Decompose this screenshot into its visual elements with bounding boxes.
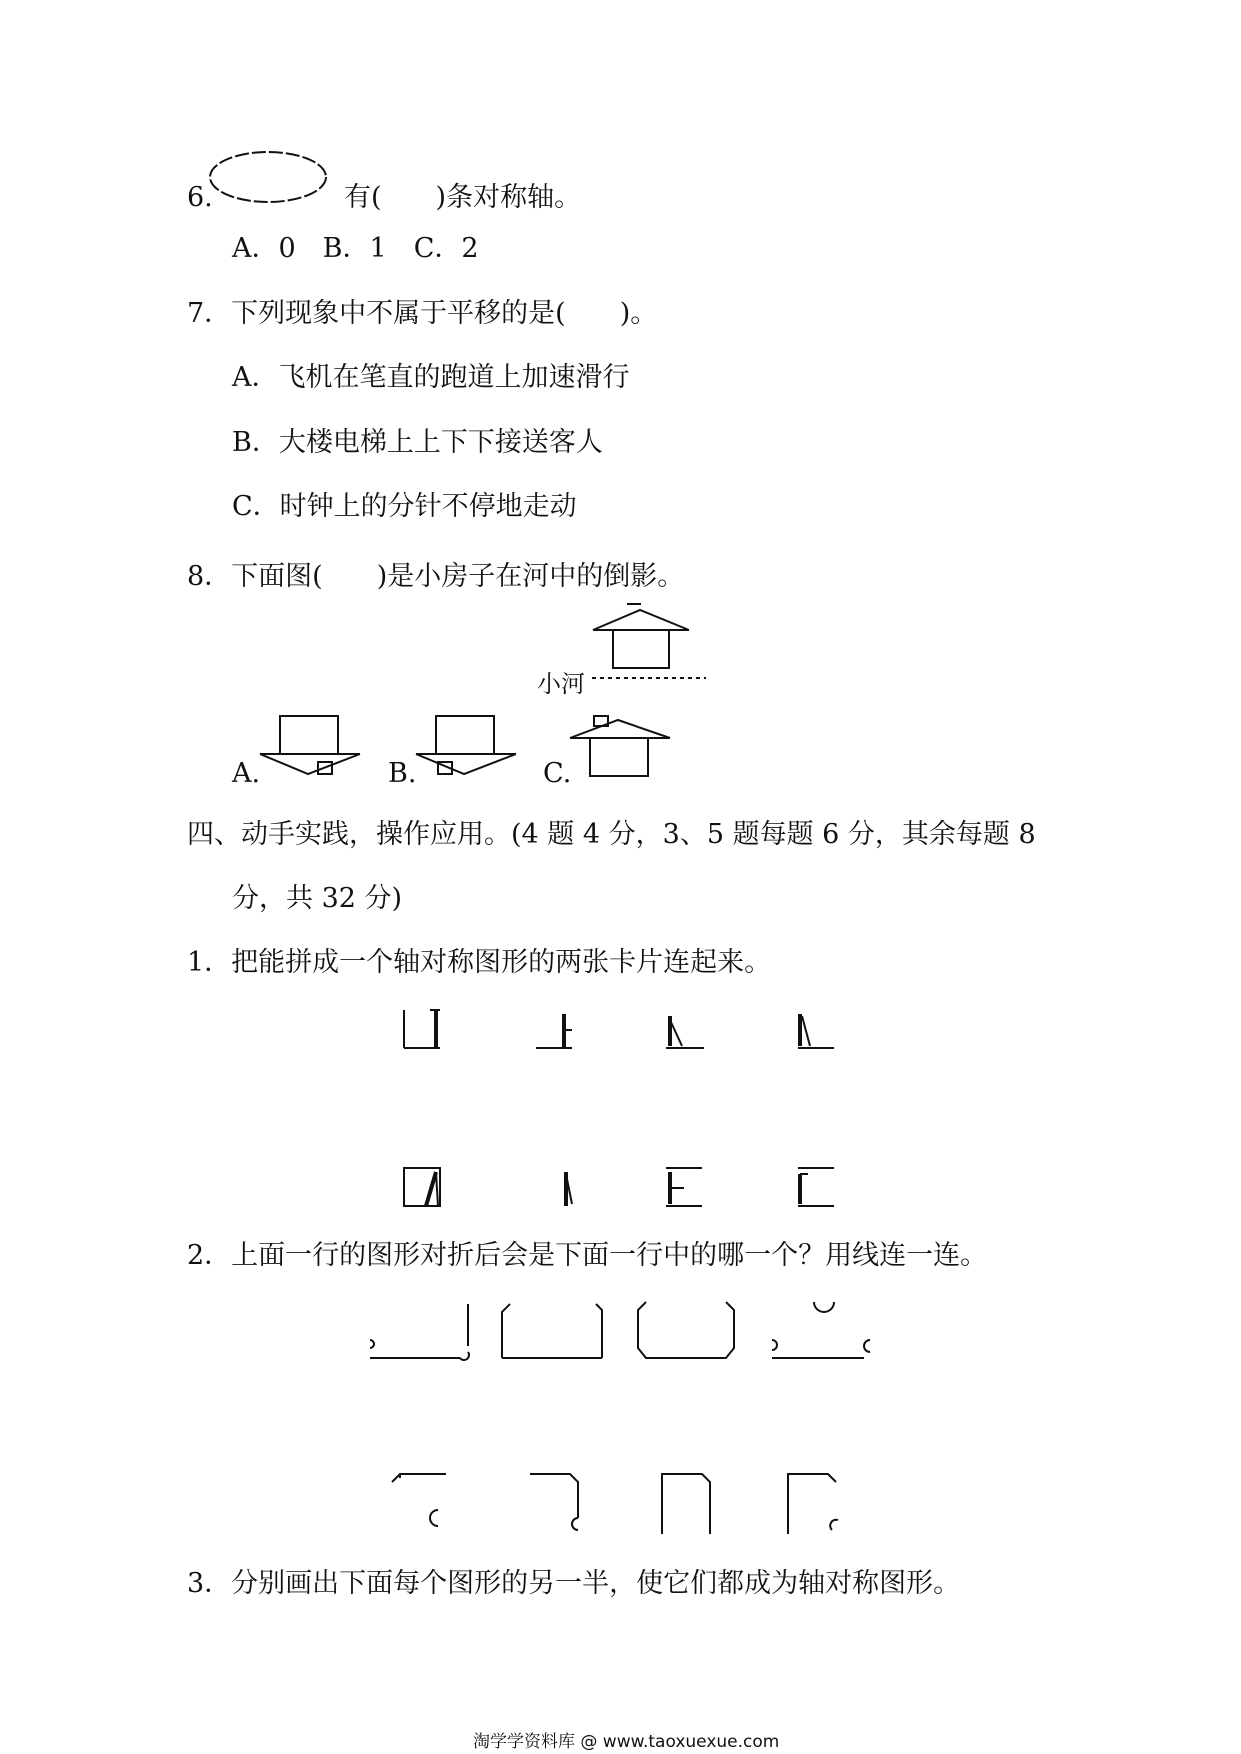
card-bottom-2[interactable] xyxy=(532,1164,578,1210)
q8-label-b: B. xyxy=(388,758,417,789)
house-upright-c xyxy=(566,712,676,780)
fold-shape-bottom-3[interactable] xyxy=(656,1466,716,1536)
card-top-1[interactable] xyxy=(400,1006,446,1052)
section4-title-line1: 四、动手实践，操作应用。(4 题 4 分，3、5 题每题 6 分，其余每题 8 xyxy=(187,819,1036,850)
fold-shape-top-1[interactable] xyxy=(364,1298,474,1364)
q6-number: 6. xyxy=(187,182,213,213)
river-label: 小河 xyxy=(537,670,585,698)
ellipse-figure xyxy=(208,148,332,208)
q7-option-c: C．时钟上的分针不停地走动 xyxy=(232,491,577,522)
section4-title-line2: 分，共 32 分) xyxy=(232,883,403,914)
card-top-3[interactable] xyxy=(662,1006,708,1052)
river-line xyxy=(590,672,710,684)
card-bottom-3[interactable] xyxy=(662,1164,708,1210)
card-top-4[interactable] xyxy=(794,1006,840,1052)
card-top-2[interactable] xyxy=(532,1006,578,1052)
fold-shape-bottom-4[interactable] xyxy=(782,1466,842,1536)
card-bottom-4[interactable] xyxy=(794,1164,840,1210)
house-reflection-b xyxy=(412,712,522,780)
q8-stem: 8．下面图( )是小房子在河中的倒影。 xyxy=(187,561,685,592)
q8-label-a: A. xyxy=(232,758,261,789)
q7-option-a: A．飞机在笔直的跑道上加速滑行 xyxy=(232,362,630,393)
q7-option-b: B．大楼电梯上上下下接送客人 xyxy=(232,427,603,458)
fold-shape-top-3[interactable] xyxy=(632,1298,740,1364)
fold-shape-top-2[interactable] xyxy=(496,1298,608,1364)
q6-text: 有( )条对称轴。 xyxy=(344,182,582,213)
q6-options: A．0 B．1 C．2 xyxy=(232,233,479,264)
q8-label-c: C. xyxy=(543,758,572,789)
q7-stem: 7．下列现象中不属于平移的是( )。 xyxy=(187,298,658,329)
card-bottom-1[interactable] xyxy=(400,1164,446,1210)
p2-stem: 2．上面一行的图形对折后会是下面一行中的哪一个？用线连一连。 xyxy=(187,1240,988,1271)
p1-stem: 1．把能拼成一个轴对称图形的两张卡片连起来。 xyxy=(187,947,772,978)
p3-stem: 3．分别画出下面每个图形的另一半，使它们都成为轴对称图形。 xyxy=(187,1568,961,1599)
fold-shape-top-4[interactable] xyxy=(766,1298,878,1364)
house-figure xyxy=(585,600,695,672)
footer-watermark: 淘学学资料库 @ www.taoxuexue.com xyxy=(473,1732,780,1752)
house-reflection-a xyxy=(256,712,366,780)
fold-shape-bottom-1[interactable] xyxy=(388,1466,448,1536)
fold-shape-bottom-2[interactable] xyxy=(526,1466,586,1536)
